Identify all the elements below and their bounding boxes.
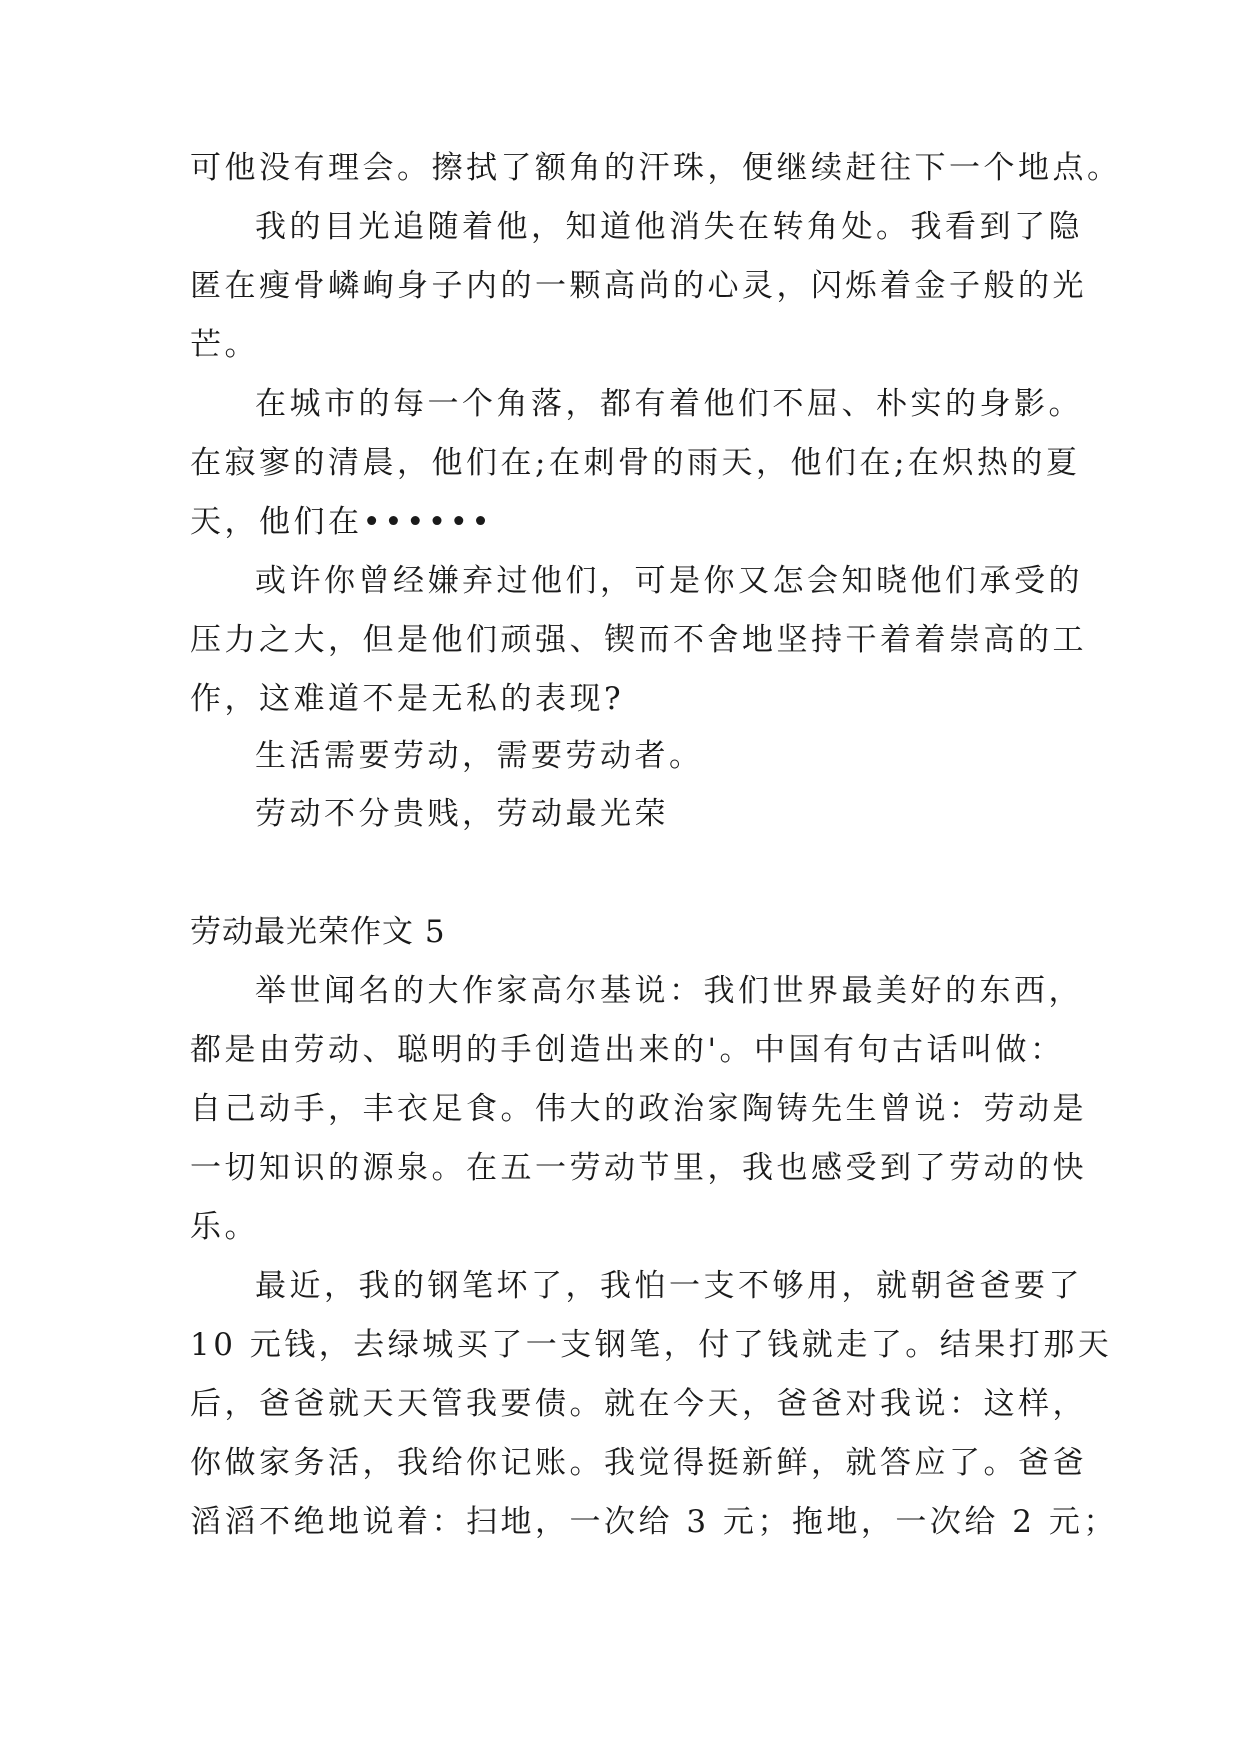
text-line: 都是由劳动、聪明的手创造出来的'。中国有句古话叫做： (190, 1032, 1065, 1068)
text-line: 压力之大，但是他们顽强、锲而不舍地坚持干着着崇高的工 (190, 622, 1087, 658)
paragraph-start: 生活需要劳动，需要劳动者。 (255, 738, 704, 774)
paragraph-start: 在城市的每一个角落，都有着他们不屈、朴实的身影。 (255, 386, 1083, 422)
paragraph-start: 我的目光追随着他，知道他消失在转角处。我看到了隐 (255, 209, 1083, 245)
paragraph-start: 或许你曾经嫌弃过他们，可是你又怎会知晓他们承受的 (255, 563, 1083, 599)
text-line: 你做家务活，我给你记账。我觉得挺新鲜，就答应了。爸爸 (190, 1445, 1087, 1481)
paragraph-start: 最近，我的钢笔坏了，我怕一支不够用，就朝爸爸要了 (255, 1268, 1083, 1304)
section-heading: 劳动最光荣作文 5 (190, 914, 446, 950)
text-line: 芒。 (190, 327, 259, 363)
text-line: 滔滔不绝地说着：扫地，一次给 3 元；拖地，一次给 2 元； (190, 1504, 1118, 1540)
text-line: 乐。 (190, 1209, 259, 1245)
text-line: 一切知识的源泉。在五一劳动节里，我也感受到了劳动的快 (190, 1150, 1087, 1186)
text-line: 天，他们在•••••• (190, 504, 494, 540)
text-line: 作，这难道不是无私的表现? (190, 681, 625, 717)
paragraph-start: 劳动不分贵贱，劳动最光荣 (255, 796, 669, 832)
text-line: 10 元钱，去绿城买了一支钢笔，付了钱就走了。结果打那天 (190, 1327, 1113, 1363)
text-line: 自己动手，丰衣足食。伟大的政治家陶铸先生曾说：劳动是 (190, 1091, 1087, 1127)
paragraph-start: 举世闻名的大作家高尔基说：我们世界最美好的东西， (255, 973, 1083, 1009)
text-line: 在寂寥的清晨，他们在;在刺骨的雨天，他们在;在炽热的夏 (190, 445, 1081, 481)
text-line: 可他没有理会。擦拭了额角的汗珠，便继续赶往下一个地点。 (190, 150, 1122, 186)
text-line: 后，爸爸就天天管我要债。就在今天，爸爸对我说：这样， (190, 1386, 1087, 1422)
text-line: 匿在瘦骨嶙峋身子内的一颗高尚的心灵，闪烁着金子般的光 (190, 268, 1087, 304)
